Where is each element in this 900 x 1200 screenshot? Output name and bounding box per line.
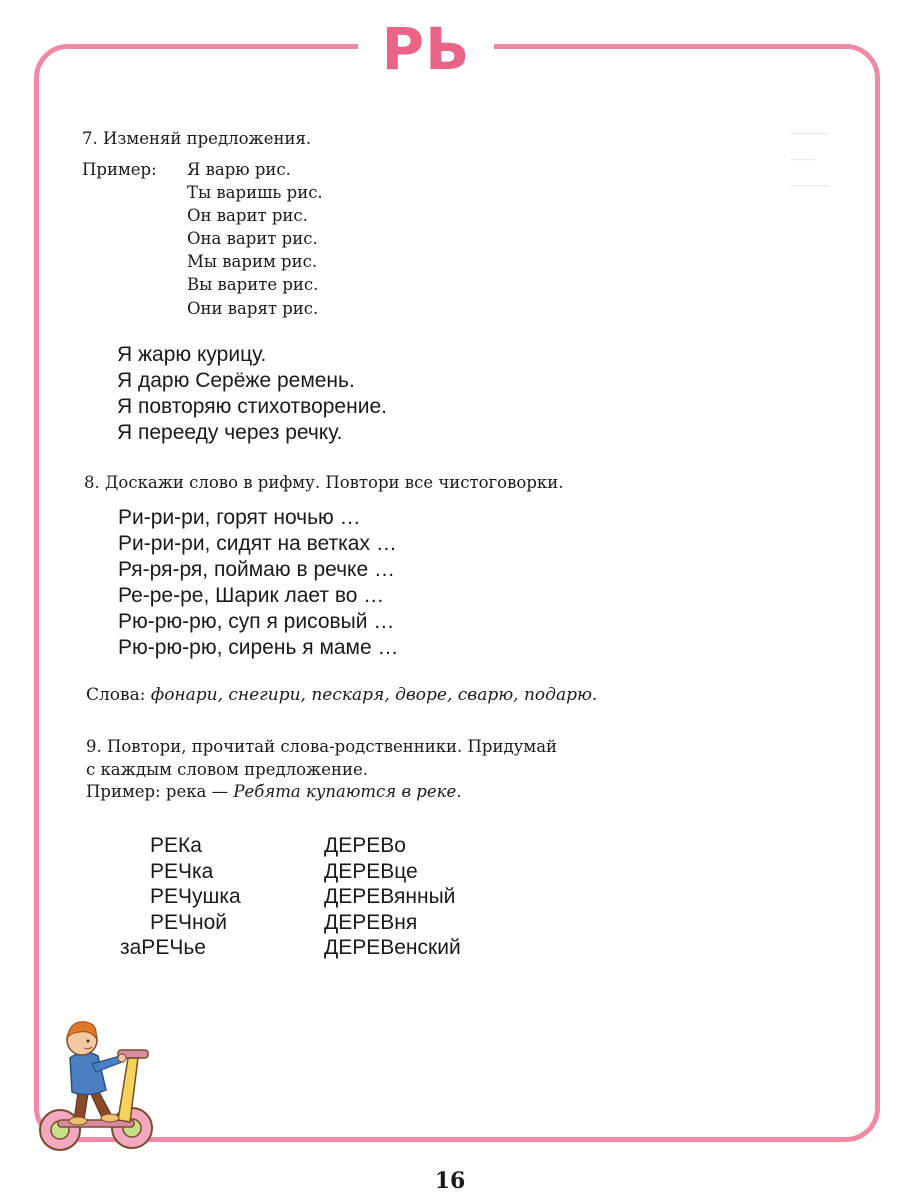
example-line: Мы варим рис. (187, 252, 318, 272)
rhyme-line: Ре-ре-ре, Шарик лает во … (118, 584, 385, 607)
rhyme-line: Ри-ри-ри, горят ночью … (118, 506, 361, 529)
word: РЕКа (150, 834, 202, 857)
example-conjugation (187, 158, 323, 320)
example-line: Я варю рис. (187, 160, 291, 179)
sentence: Я перееду через речку. (117, 421, 343, 444)
words-label: Слова: (86, 685, 146, 705)
sentence: Я дарю Серёже ремень. (117, 369, 355, 392)
words-list: фонари, снегири, пескаря, дворе, сварю, подарю. (150, 685, 598, 705)
rhyme-line: Ри-ри-ри, сидят на ветках … (118, 532, 397, 555)
word: РЕЧной (150, 910, 228, 934)
word-family-tree (324, 833, 461, 961)
word: ДЕРЕВянный (324, 885, 456, 908)
task-7-title: 7. Изменяй предложения. (82, 129, 312, 148)
boy-on-scooter-illustration (30, 1008, 170, 1158)
example-line: Ты варишь рис. (187, 183, 323, 203)
sentence: Я повторяю стихотворение. (117, 395, 387, 418)
example-line: Вы варите рис. (187, 275, 319, 295)
task-9-line-1: 9. Повтори, прочитай слова-родственники. Придумай (86, 737, 558, 756)
rhyme-line: Ря-ря-ря, поймаю в речке … (118, 558, 395, 581)
word-family-river (120, 833, 241, 961)
word: заРЕЧье (120, 936, 206, 959)
example-line: Он варит рис. (187, 206, 308, 226)
task-9-instructions (86, 736, 557, 804)
task-9-example: Пример: река — Ребята купаются в реке. (86, 782, 462, 801)
task-7-sentences (117, 342, 387, 446)
rhyme-line: Рю-рю-рю, сирень я маме … (118, 636, 399, 659)
word: ДЕРЕВня (324, 910, 418, 934)
example-line: Они варят рис. (187, 298, 319, 318)
task-8-words (86, 684, 597, 706)
word: ДЕРЕВце (324, 859, 418, 883)
example-label: Пример: (82, 160, 157, 179)
word: РЕЧка (150, 859, 214, 883)
word: ДЕРЕВенский (324, 936, 461, 959)
bleed-through-decoration: ─── ── ─── (790, 123, 829, 195)
word: ДЕРЕВо (324, 834, 406, 857)
word: РЕЧушка (150, 885, 241, 908)
rhyme-line: Рю-рю-рю, суп я рисовый … (118, 610, 395, 633)
task-8-title: 8. Доскажи слово в рифму. Повтори все чистоговорки. (84, 473, 564, 492)
example-line: Она варит рис. (187, 229, 318, 249)
task-8-rhymes (118, 505, 399, 661)
task-9-line-2: с каждым словом предложение. (86, 759, 368, 779)
page-letter-heading: РЬ (381, 15, 471, 83)
page-number: 16 (434, 1168, 466, 1194)
sentence: Я жарю курицу. (117, 343, 267, 366)
